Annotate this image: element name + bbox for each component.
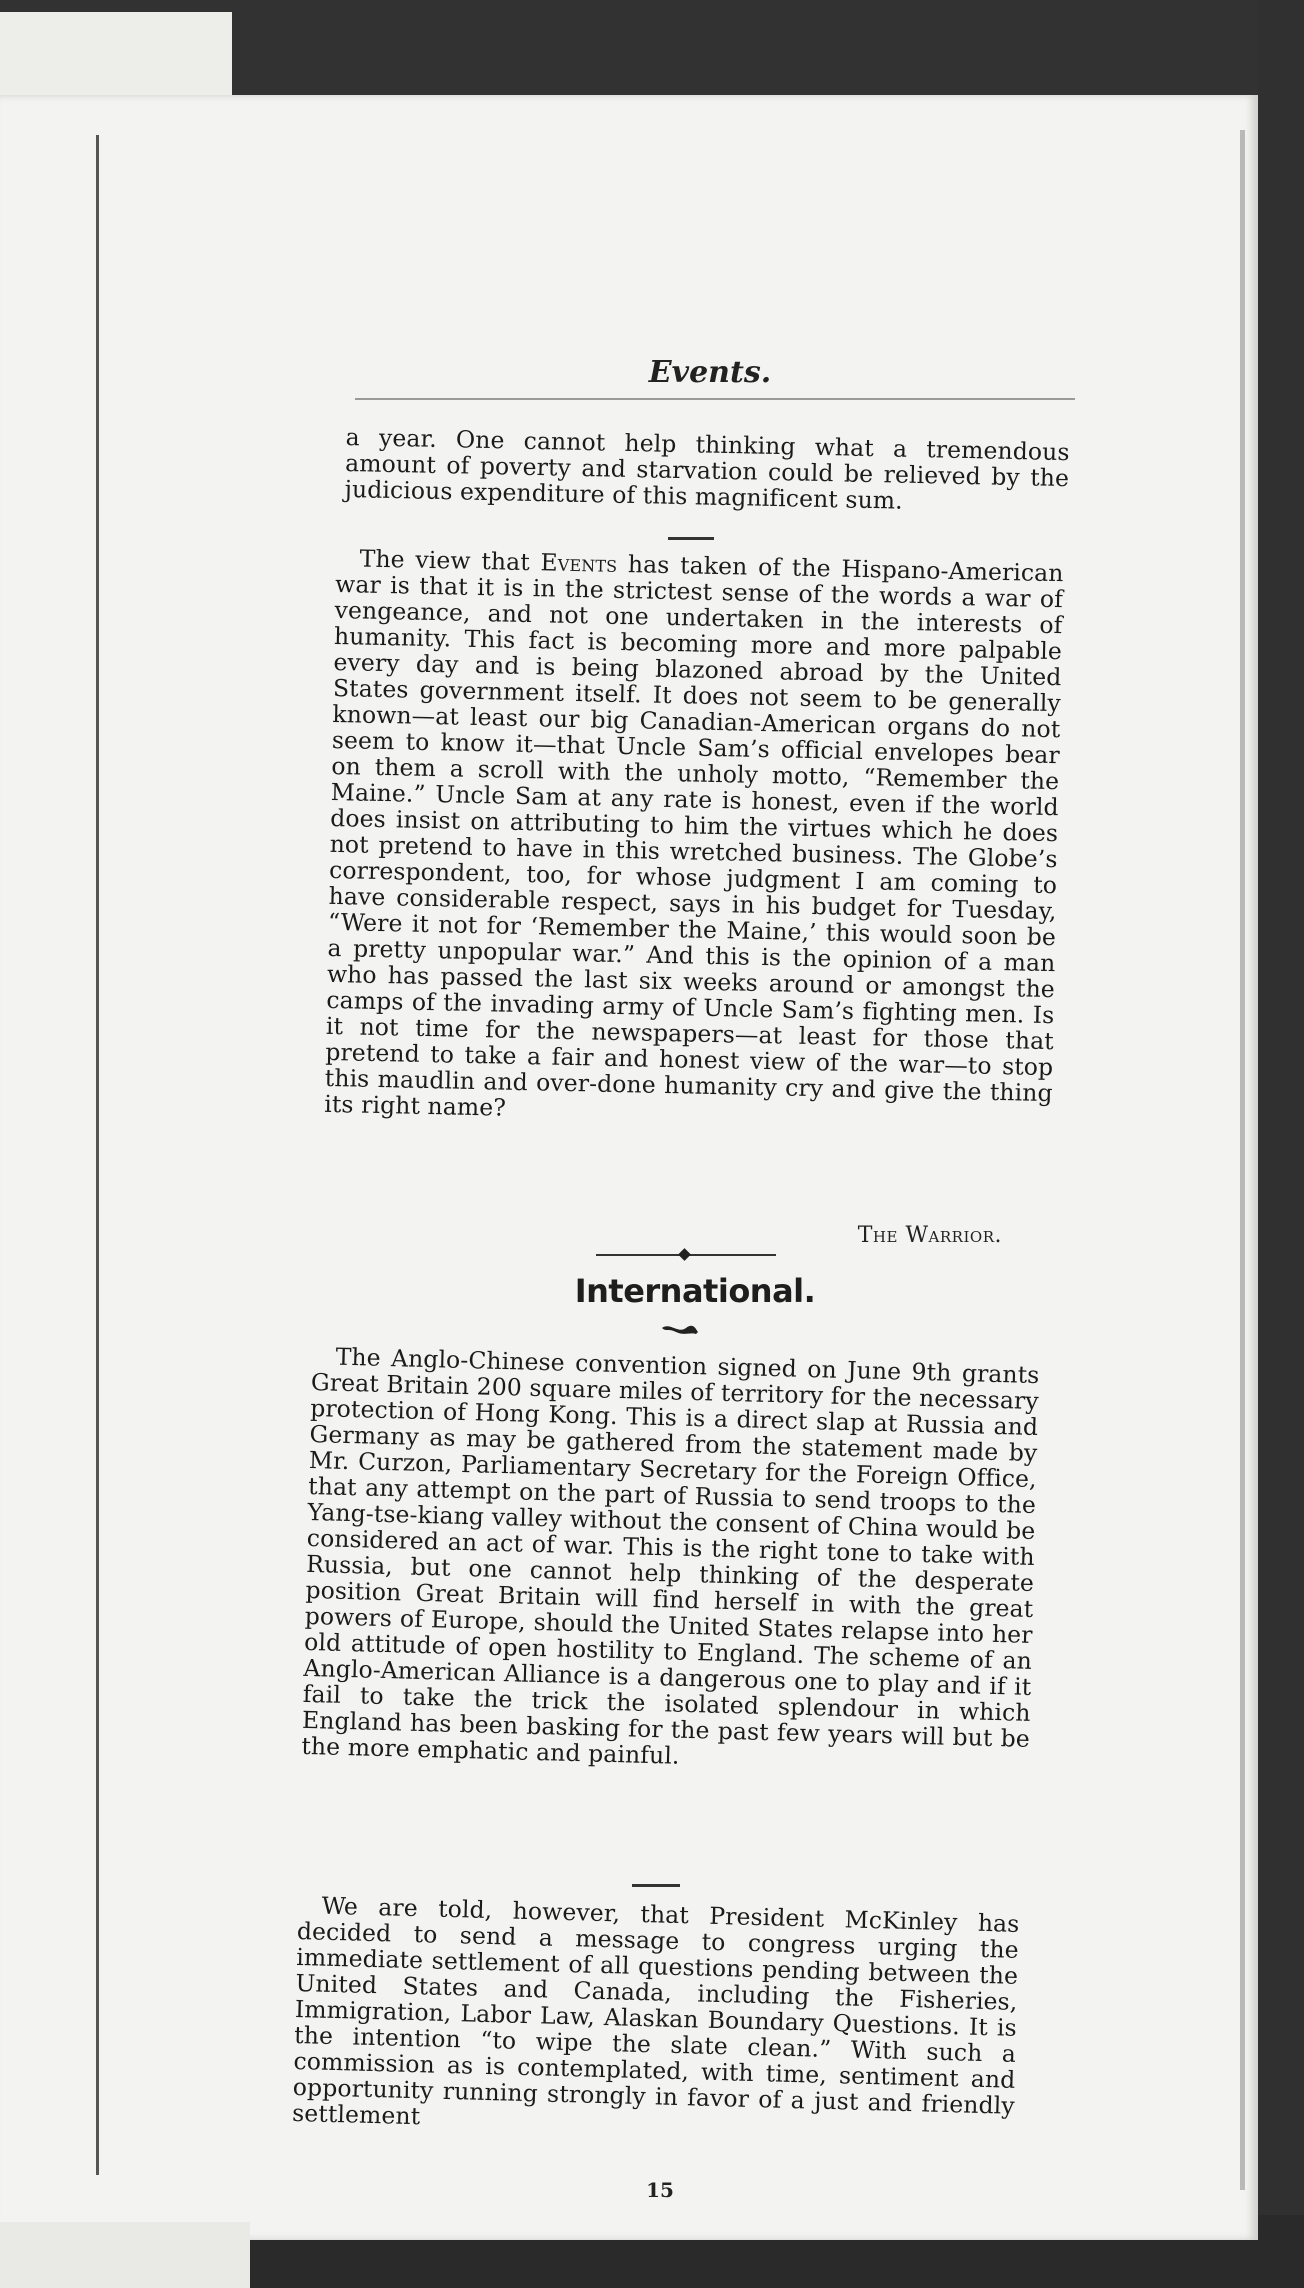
- paragraph-indent: [311, 1364, 335, 1365]
- paragraph-events-war: [324, 545, 1064, 1132]
- paragraph-indent: [297, 1913, 321, 1914]
- paper-scrap-top-left: [0, 12, 232, 107]
- binding-edge: [96, 135, 99, 2175]
- paragraph-continuation: a year. One cannot help thinking what a tremendous amount of poverty and starvation could be relieved by the judicious expenditure of this magnificent sum.: [344, 423, 1070, 515]
- separator-rule: [632, 1884, 680, 1887]
- paper-scrap-bottom-left: [0, 2222, 250, 2288]
- separator-rule: [668, 537, 714, 540]
- paragraph-anglo-chinese: [301, 1343, 1040, 1778]
- section-title: International.: [574, 1272, 816, 1310]
- paragraph-indent: [336, 566, 360, 567]
- publication-name: Events: [540, 548, 618, 578]
- running-header: Events.: [648, 355, 772, 390]
- paragraph-body: The Anglo-Chinese convention signed on June 9th grants Great Britain 200 square miles of territory for the necessary protection of Hong Kong. This is a direct slap at Russia and Germany as may be gathered from the statement made by Mr. Curzon, Parliamentary Secretary for the Foreign Office, that any attempt on the part of Russia to send troops to the Yang-tse-kiang valley without the consent of China would be considered an act of war. This is the right tone to take with Russia, but one cannot help thinking of the desperate position Great Britain will find herself in with the great powers of Europe, should the United States relapse into her old attitude of open hostility to England. The scheme of an Anglo-American Alliance is a dangerous one to play and if it fail to take the trick the isolated splendour in which England has been basking for the past few years will but be the more emphatic and painful.: [301, 1342, 1040, 1770]
- paragraph-lead: The view that: [359, 544, 541, 577]
- paragraph-mckinley: [292, 1892, 1020, 2145]
- author-signature: The Warrior.: [857, 1223, 1002, 1248]
- background-right: [1258, 0, 1304, 2288]
- paragraph-body: has taken of the Hispano-American war is that it is in the strictest sense of the words a war of vengeance, and not one undertaken in the interests of humanity. This fact is becoming more and more palpable every day and is being blazoned abroad by the United States government itself. It does not seem to be generally known—at least our big Canadian-American organs do not seem to know it—that Uncle Sam’s official envelopes bear on them a scroll with the unholy motto, “Remember the Maine.” Uncle Sam at any rate is honest, even if the world does insist on attributing to him the virtues which he does not pretend to have in this wretched business. The Globe’s correspondent, too, for whose judgment I am coming to have considerable respect, says in his budget for Tuesday, “Were it not for ‘Remember the Maine,’ this would soon be a pretty unpopular war.” And this is the opinion of a man who has passed the last six weeks around or amongst the camps of the invading army of Uncle Sam’s fighting men. Is it not time for the newspapers—at least for those that pretend to take a fair and honest view of the war—to stop this maudlin and over-done humanity cry and give the thing its right name?: [324, 549, 1064, 1122]
- page-right-edge: [1240, 130, 1245, 2190]
- page-number: 15: [646, 2178, 674, 2202]
- header-rule: [355, 398, 1075, 400]
- section-ornament-icon: [660, 1322, 700, 1338]
- paragraph-body: We are told, however, that President McKinley has decided to send a message to congress urging the immediate settlement of all questions pending between the United States and Canada, including the Fisheries, Immigration, Labor Law, Alaskan Boundary Questions. It is the intention “to wipe the slate clean.” With such a commission as is contemplated, with time, sentiment and opportunity running strongly in favor of a just and friendly settlement: [291, 1891, 1020, 2131]
